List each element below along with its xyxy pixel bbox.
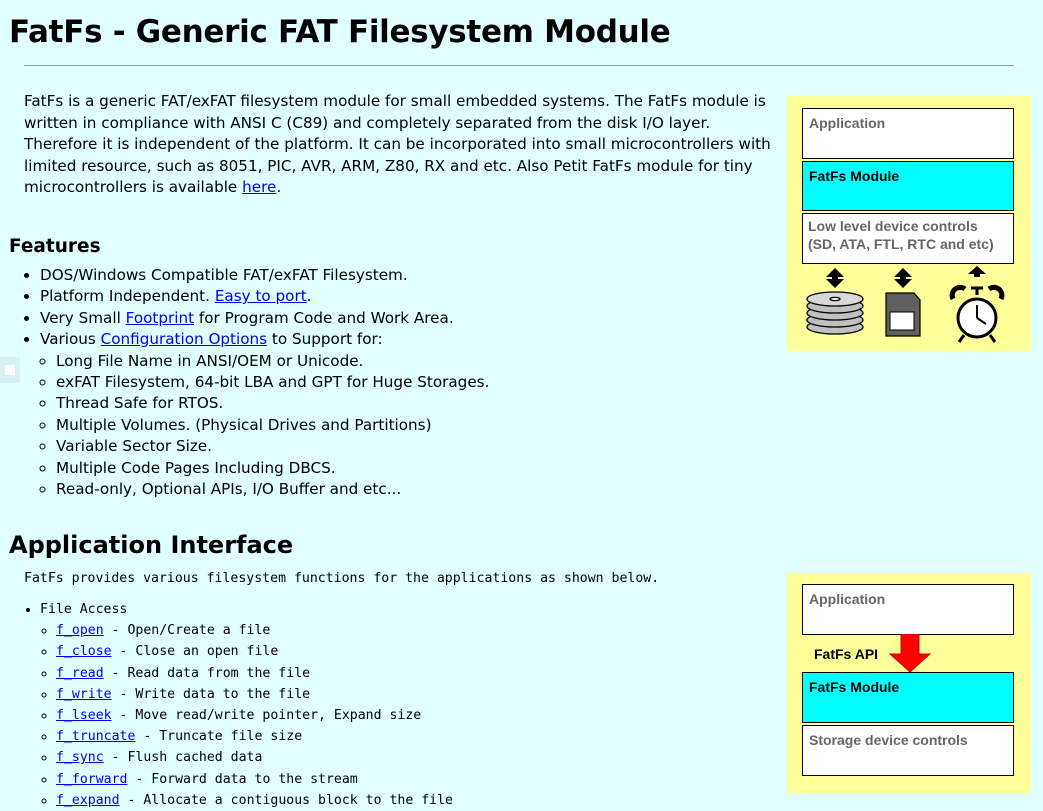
feature-subitem: ◦ exFAT Filesystem, 64-bit LBA and GPT for Huge Storages. [56, 372, 489, 393]
layers-figure [787, 96, 1031, 351]
feature-subitem: ◦ Multiple Volumes. (Physical Drives and Partitions) [56, 415, 489, 436]
sd-card-icon [886, 293, 920, 336]
api-intro: FatFs provides various filesystem functions for the applications as shown below. [24, 571, 660, 586]
side-handle[interactable] [0, 357, 20, 383]
api-figure [787, 573, 1031, 793]
feature-item: • Various Configuration Options to Support for: ◦ Long File Name in ANSI/OEM or Unicode. ◦ exFAT Filesystem, 64-bit LBA and GPT for Huge Storages. ◦ Thread Safe for RTOS. ◦ Multiple Volumes. (Physical Drives and Partitions) ◦ Variable Sector Size. ◦ Multiple Code Pages Including DBCS. ◦ Read-only, Optional APIs, I/O Buffer and etc... [40, 329, 489, 500]
page-title: FatFs - Generic FAT Filesystem Module [9, 14, 671, 50]
up-arrow-icon [968, 266, 986, 277]
feature-subitem: ◦ Thread Safe for RTOS. [56, 393, 489, 414]
feature-sublist [40, 351, 489, 501]
f-expand-link[interactable]: f_expand [56, 792, 120, 808]
double-arrow-icon [826, 268, 844, 288]
api-function-item: ◦ f_close - Close an open file [56, 641, 453, 662]
api-group: • File Access ◦ f_open - Open/Create a file ◦ f_close - Close an open file ◦ f_read - Read data from the file ◦ f_write - Write data to the file ◦ f_lseek - Move read/write pointer, Expand size ◦ f_truncate - Truncate file size ◦ f_sync - Flush cached data ◦ f_forward - Forward data to the stream ◦ f_expand - Allocate a contiguous block to the file [40, 599, 453, 811]
fatfs-api-label: FatFs API [814, 646, 879, 662]
api-function-item: ◦ f_sync - Flush cached data [56, 747, 453, 768]
fatfs-module-layer: FatFs Module [802, 161, 1014, 211]
feature-subitem: ◦ Read-only, Optional APIs, I/O Buffer and etc... [56, 479, 489, 500]
api-function-item: ◦ f_forward - Forward data to the stream [56, 769, 453, 790]
f-truncate-link[interactable]: f_truncate [56, 729, 136, 745]
device-icons [787, 96, 1031, 351]
f-read-link[interactable]: f_read [56, 665, 104, 681]
api-list [24, 599, 453, 811]
fatfs-module-layer: FatFs Module [802, 672, 1014, 723]
title-divider [24, 65, 1014, 66]
feature-item: • Very Small Footprint for Program Code and Work Area. [40, 308, 489, 329]
f-close-link[interactable]: f_close [56, 644, 112, 660]
double-arrow-icon [894, 268, 912, 288]
intro-text: FatFs is a generic FAT/exFAT filesystem module for small embedded systems. The FatFs module is written in compliance with ANSI C (C89) and completely separated from the disk I/O layer. Therefore it is independent of the platform. It can be incorporated into small microcontrollers with limited resource, such as 8051, PIC, AVR, ARM, Z80, RX and etc. Also Petit FatFs module for tiny microcontrollers is available [24, 92, 771, 196]
api-function-item: ◦ f_write - Write data to the file [56, 684, 453, 705]
api-function-item: ◦ f_expand - Allocate a contiguous block to the file [56, 790, 453, 811]
feature-subitem: ◦ Long File Name in ANSI/OEM or Unicode. [56, 351, 489, 372]
easy-to-port-link[interactable]: Easy to port [214, 287, 307, 306]
f-forward-link[interactable]: f_forward [56, 771, 128, 787]
petit-fatfs-link[interactable]: here [242, 178, 277, 196]
feature-subitem: ◦ Variable Sector Size. [56, 436, 489, 457]
features-list [24, 265, 489, 500]
feature-item: • DOS/Windows Compatible FAT/exFAT Filesystem. [40, 265, 489, 286]
footprint-link[interactable]: Footprint [125, 308, 195, 327]
api-function-item: ◦ f_read - Read data from the file [56, 663, 453, 684]
f-open-link[interactable]: f_open [56, 623, 104, 639]
f-sync-link[interactable]: f_sync [56, 750, 104, 766]
low-level-layer: Low level device controls (SD, ATA, FTL, RTC and etc) [802, 213, 1014, 264]
features-heading: Features [9, 236, 101, 257]
api-heading: Application Interface [9, 531, 294, 559]
f-lseek-link[interactable]: f_lseek [56, 708, 112, 724]
feature-item: • Platform Independent. Easy to port. [40, 286, 489, 307]
api-function-list [40, 620, 453, 811]
disk-icon [807, 292, 863, 334]
storage-control-layer: Storage device controls [802, 725, 1014, 776]
api-function-item: ◦ f_lseek - Move read/write pointer, Expand size [56, 705, 453, 726]
intro-paragraph: FatFs is a generic FAT/exFAT filesystem module for small embedded systems. The FatFs module is written in compliance with ANSI C (C89) and completely separated from the disk I/O layer. Therefore it is independent of the platform. It can be incorporated into small microcontrollers with limited resource, such as 8051, PIC, AVR, ARM, Z80, RX and etc. Also Petit FatFs module for tiny microcontrollers is available here. [24, 92, 771, 196]
down-arrow-icon [885, 634, 935, 674]
api-function-item: ◦ f_truncate - Truncate file size [56, 726, 453, 747]
alarm-clock-icon [952, 287, 1002, 342]
application-layer: Application [802, 108, 1014, 159]
f-write-link[interactable]: f_write [56, 686, 112, 702]
configuration-options-link[interactable]: Configuration Options [100, 330, 268, 349]
application-layer: Application [802, 584, 1014, 635]
api-function-item: ◦ f_open - Open/Create a file [56, 620, 453, 641]
feature-subitem: ◦ Multiple Code Pages Including DBCS. [56, 458, 489, 479]
